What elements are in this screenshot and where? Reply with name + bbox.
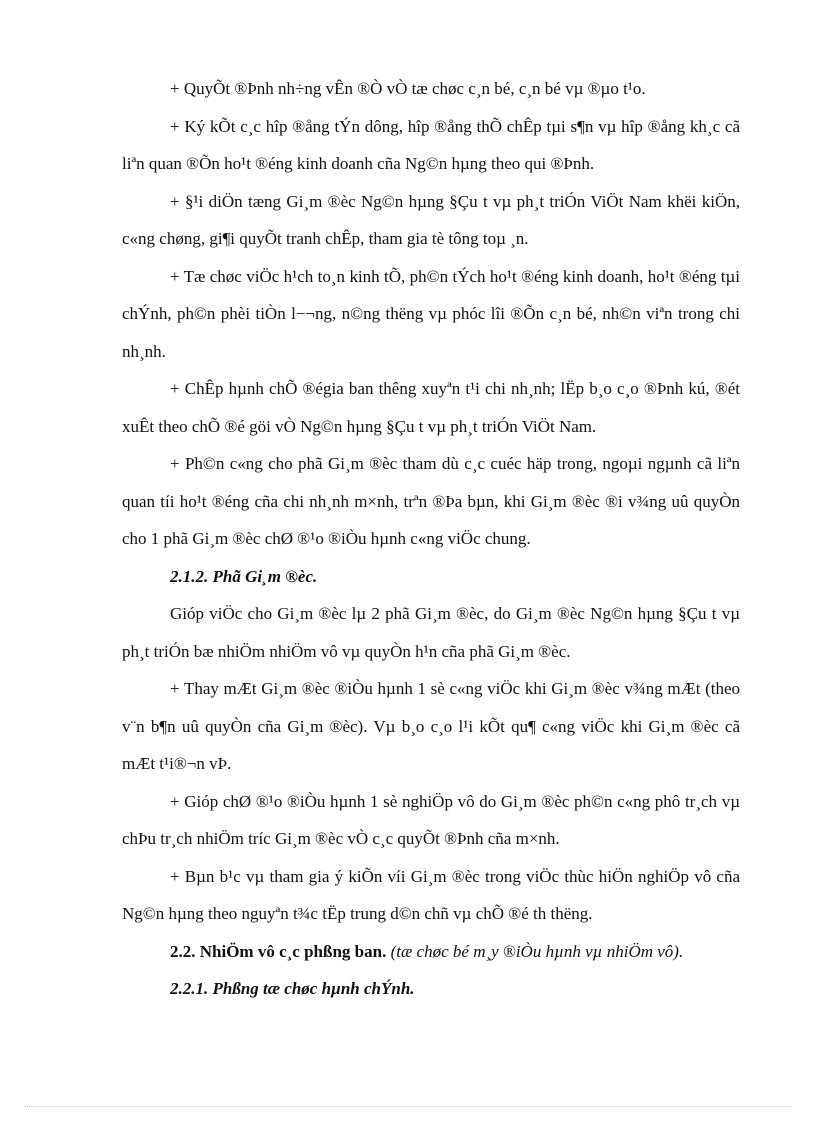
paragraph-execute-regime: + ChÊp hµnh chÕ ®égia ban thêng xuyªn t¹i chi nh¸nh; lËp b¸o c¸o ®Þnh kú, ®ét xuÊt theo chÕ ®é göi vÒ Ng©n hµng §Çu t vµ ph¸t triÓn ViÖt Nam.: [122, 379, 740, 436]
paragraph-sign-contracts: + Ký kÕt c¸c hîp ®ång tÝn dông, hîp ®ång thÕ chÊp tµi s¶n vµ hîp ®ång kh¸c cã liªn quan ®Õn ho¹t ®éng kinh doanh cña Ng©n hµng theo qui ®Þnh.: [122, 116, 740, 173]
document-page: [122, 70, 740, 1008]
section-heading-2-2-1: 2.2.1. Phßng tæ chøc hµnh chÝnh.: [170, 979, 415, 998]
section-heading-2-1-2: 2.1.2. Phã Gi¸m ®èc.: [170, 566, 318, 586]
paragraph-represent-director: + §¹i diÖn tæng Gi¸m ®èc Ng©n hµng §Çu t vµ ph¸t triÓn ViÖt Nam khëi kiÖn, c«ng chøng, gi¶i quyÕt tranh chÊp, tham gia tè tông toµ ¸n.: [122, 191, 740, 248]
paragraph-deputy-substitute: + Thay mÆt Gi¸m ®èc ®iÒu hµnh 1 sè c«ng viÖc khi Gi¸m ®èc v¾ng mÆt (theo v¨n b¶n uû quyÒn cña Gi¸m ®èc). Vµ b¸o c¸o l¹i kÕt qu¶ c«ng viÖc khi Gi¸m ®èc cã mÆt t¹i®¬n vÞ.: [122, 679, 740, 773]
paragraph-deputy-assist: + Gióp chØ ®¹o ®iÒu hµnh 1 sè nghiÖp vô do Gi¸m ®èc ph©n c«ng phô tr¸ch vµ chÞu tr¸ch nhiÖm tríc Gi¸m ®èc vÒ c¸c quyÕt ®Þnh cña m×nh.: [122, 791, 740, 848]
paragraph-deputy-discuss: + Bµn b¹c vµ tham gia ý kiÕn víi Gi¸m ®èc trong viÖc thùc hiÖn nghiÖp vô cña Ng©n hµng theo nguyªn t¾c tËp trung d©n chñ vµ chÕ ®é th thëng.: [122, 866, 740, 923]
paragraph-organize-accounting: + Tæ chøc viÖc h¹ch to¸n kinh tÕ, ph©n tÝch ho¹t ®éng kinh doanh, ho¹t ®éng tµi chÝnh, ph©n phèi tiÒn l−¬ng, n©ng thëng vµ phóc lîi ®Õn c¸n bé, nh©n viªn trong chi nh¸nh.: [122, 266, 740, 361]
paragraph-decide-personnel: + QuyÕt ®Þnh nh÷ng vÊn ®Ò vÒ tæ chøc c¸n bé, c¸n bé vµ ®µo t¹o.: [170, 79, 646, 98]
page-footer-divider: [24, 1106, 792, 1107]
section-heading-2-2-title: 2.2. NhiÖm vô c¸c phßng ban.: [170, 941, 387, 961]
paragraph-deputy-intro: Gióp viÖc cho Gi¸m ®èc lµ 2 phã Gi¸m ®èc, do Gi¸m ®èc Ng©n hµng §Çu t vµ ph¸t triÓn bæ nhiÖm nhiÖm vô vµ quyÒn h¹n cña phã Gi¸m ®èc.: [122, 604, 740, 661]
paragraph-assign-deputy: + Ph©n c«ng cho phã Gi¸m ®èc tham dù c¸c cuéc häp trong, ngoµi ngµnh cã liªn quan tíi ho¹t ®éng cña chi nh¸nh m×nh, trªn ®Þa bµn, khi Gi¸m ®èc ®i v¾ng uû quyÒn cho 1 phã Gi¸m ®èc chØ ®¹o ®iÒu hµnh c«ng viÖc chung.: [122, 454, 740, 548]
section-heading-2-2-note: (tæ chøc bé m¸y ®iÒu hµnh vµ nhiÖm vô).: [390, 941, 684, 961]
section-heading-2-2: [122, 933, 740, 971]
